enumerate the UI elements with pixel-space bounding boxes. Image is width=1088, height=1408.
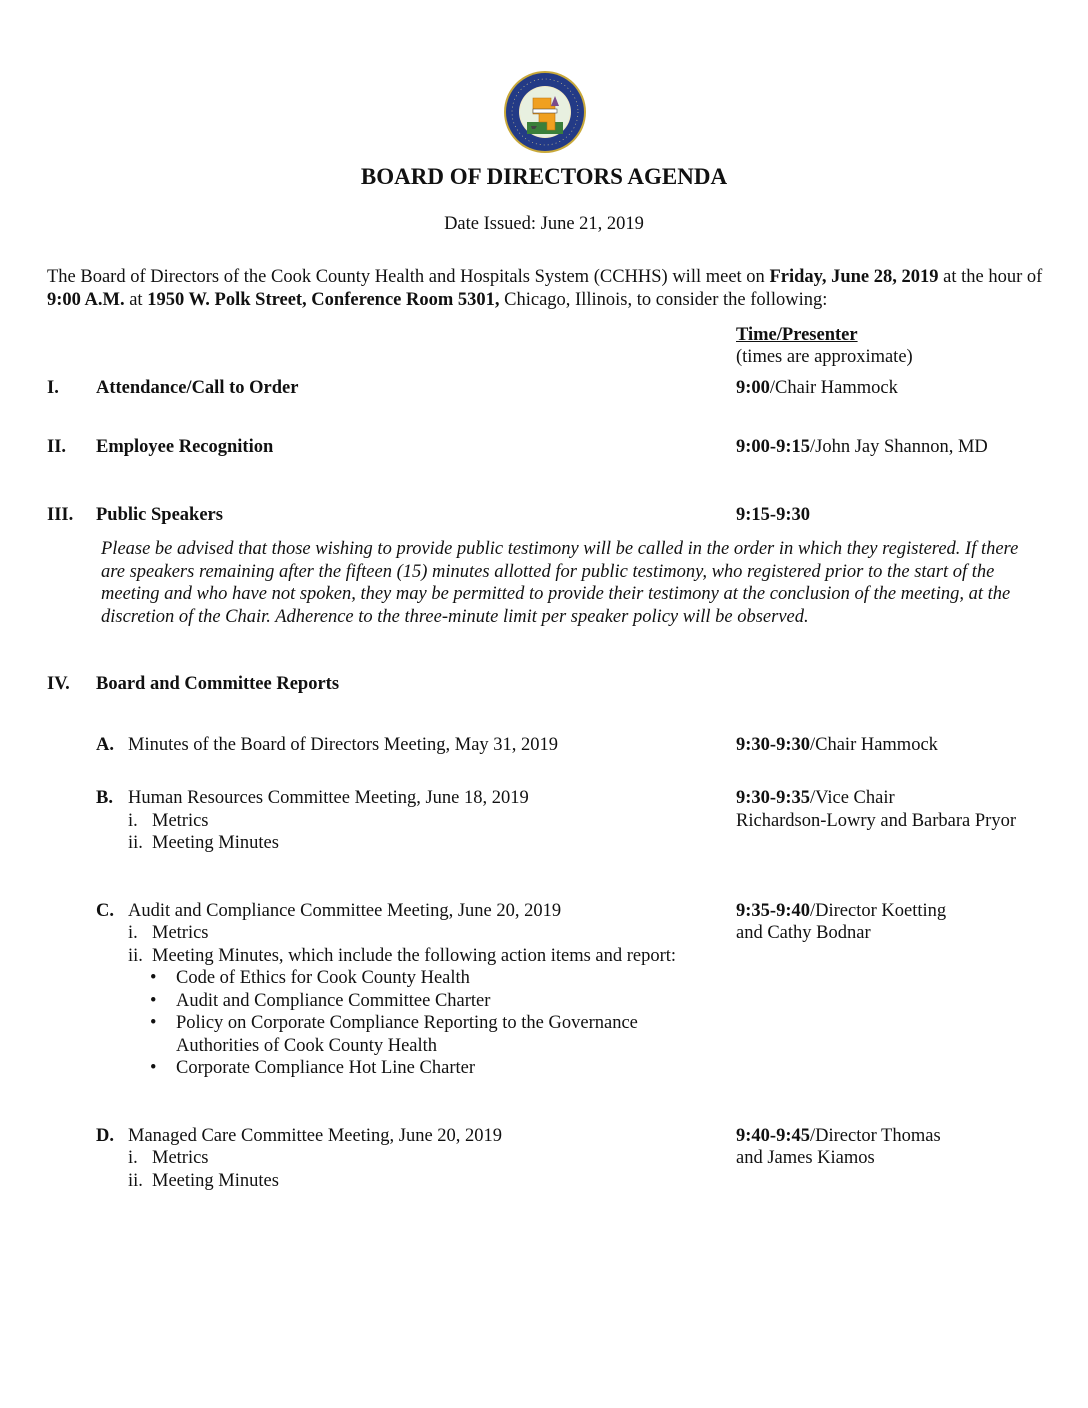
report-time: 9:35-9:40 <box>736 901 810 921</box>
item-time: 9:00 <box>736 378 770 398</box>
report-presenter-cont: and Cathy Bodnar <box>736 923 871 943</box>
meeting-date: Friday, June 28, 2019 <box>769 267 939 287</box>
meeting-location: 1950 W. Polk Street, Conference Room 5301, <box>147 290 500 310</box>
report-time-presenter <box>736 1125 941 1147</box>
report-time-presenter <box>736 787 895 809</box>
public-speakers-note: Please be advised that those wishing to provide public testimony will be called in the order in which they registered. If there are speakers remaining after the fifteen (15) minutes allotted for public testimony, who registered prior to the start of the meeting and who have not spoken, they may be permitted to provide their testimony at the conclusion of the meeting, at the discretion of the Chair. Adherence to the three-minute limit per speaker policy will be observed. <box>101 539 1019 627</box>
report-time: 9:30-9:35 <box>736 788 810 808</box>
cook-county-seal-icon <box>503 70 587 154</box>
report-title: Audit and Compliance Committee Meeting, June 20, 2019 <box>128 901 562 921</box>
item-title: Public Speakers <box>96 505 223 525</box>
report-letter: B. <box>96 788 113 808</box>
item-number: II. <box>47 437 67 457</box>
sub-number: ii. <box>128 833 143 853</box>
report-letter: A. <box>96 735 114 755</box>
sub-item: Meeting Minutes <box>152 833 279 853</box>
bullet-icon: • <box>150 1058 157 1078</box>
report-letter: D. <box>96 1126 114 1146</box>
action-item: Code of Ethics for Cook County Health <box>176 968 470 988</box>
report-presenter-cont: and James Kiamos <box>736 1148 875 1168</box>
item-number: IV. <box>47 674 70 694</box>
action-item-cont: Authorities of Cook County Health <box>176 1036 438 1056</box>
sub-item: Metrics <box>152 1148 209 1168</box>
item-number: III. <box>47 505 74 525</box>
sub-number: i. <box>128 923 138 943</box>
meeting-time: 9:00 A.M. <box>47 290 125 310</box>
sub-number: ii. <box>128 946 143 966</box>
report-presenter: /Chair Hammock <box>809 735 938 755</box>
report-time: 9:30-9:30 <box>736 735 810 755</box>
date-issued: Date Issued: June 21, 2019 <box>444 214 644 234</box>
item-time-presenter <box>736 436 988 458</box>
item-time: 9:00-9:15 <box>736 437 810 457</box>
item-time: 9:15-9:30 <box>736 505 810 525</box>
sub-number: ii. <box>128 1171 143 1191</box>
action-item: Corporate Compliance Hot Line Charter <box>176 1058 475 1078</box>
item-presenter: /Chair Hammock <box>769 378 898 398</box>
time-presenter-header: Time/Presenter <box>736 325 858 345</box>
report-time-presenter <box>736 900 946 922</box>
item-title: Employee Recognition <box>96 437 274 457</box>
report-presenter: /Vice Chair <box>809 788 895 808</box>
item-title: Attendance/Call to Order <box>96 378 299 398</box>
sub-number: i. <box>128 1148 138 1168</box>
sub-number: i. <box>128 811 138 831</box>
times-approximate-note: (times are approximate) <box>736 347 913 367</box>
report-time: 9:40-9:45 <box>736 1126 810 1146</box>
item-presenter: /John Jay Shannon, MD <box>809 437 988 457</box>
sub-item: Meeting Minutes <box>152 1171 279 1191</box>
action-item: Audit and Compliance Committee Charter <box>176 991 491 1011</box>
bullet-icon: • <box>150 1013 157 1033</box>
report-presenter: /Director Koetting <box>809 901 947 921</box>
report-presenter-cont: Richardson-Lowry and Barbara Pryor <box>736 811 1016 831</box>
bullet-icon: • <box>150 991 157 1011</box>
intro-paragraph <box>47 266 1047 312</box>
intro-text: The Board of Directors of the Cook County Health and Hospitals System (CCHHS) will meet on <box>47 267 770 287</box>
item-number: I. <box>47 378 59 398</box>
page-title: BOARD OF DIRECTORS AGENDA <box>360 164 728 189</box>
report-time-presenter <box>736 734 938 756</box>
action-item: Policy on Corporate Compliance Reporting to the Governance <box>176 1013 638 1033</box>
report-title: Human Resources Committee Meeting, June 18, 2019 <box>128 788 529 808</box>
sub-item: Metrics <box>152 923 209 943</box>
item-time-presenter <box>736 377 898 399</box>
report-presenter: /Director Thomas <box>809 1126 941 1146</box>
bullet-icon: • <box>150 968 157 988</box>
report-title: Managed Care Committee Meeting, June 20, 2019 <box>128 1126 503 1146</box>
report-title: Minutes of the Board of Directors Meeting, May 31, 2019 <box>128 735 559 755</box>
item-title: Board and Committee Reports <box>96 674 340 694</box>
intro-text: Chicago, Illinois, to consider the following: <box>499 290 828 310</box>
intro-text: at the hour of <box>938 267 1043 287</box>
sub-item: Meeting Minutes, which include the following action items and report: <box>152 946 677 966</box>
intro-text: at <box>124 290 148 310</box>
sub-item: Metrics <box>152 811 209 831</box>
report-letter: C. <box>96 901 114 921</box>
